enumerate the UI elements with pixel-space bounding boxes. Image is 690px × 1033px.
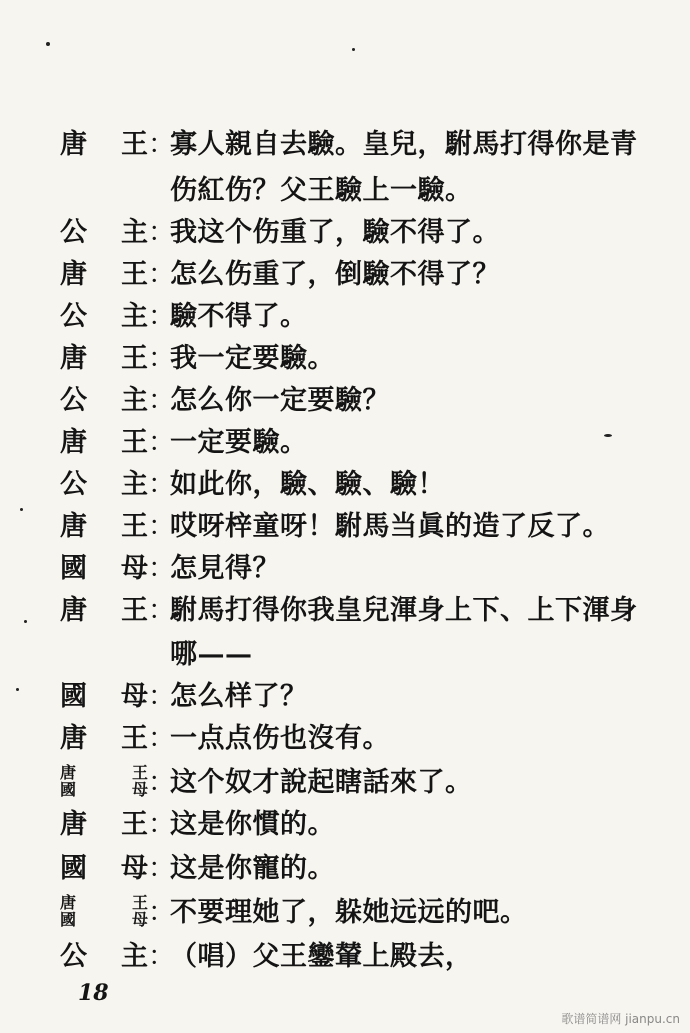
dialogue-line xyxy=(60,674,660,718)
speaker-name xyxy=(60,852,148,884)
speaker-char: 公 xyxy=(60,384,87,416)
speaker-char: 主 xyxy=(121,216,148,248)
dialogue-text: 这是你寵的。 xyxy=(170,852,335,884)
dialogue-text: 一点点伤也沒有。 xyxy=(170,722,390,754)
speaker-char: 唐 xyxy=(60,342,87,374)
speaker-name xyxy=(60,722,148,754)
dialogue-text: 怎么样了？ xyxy=(170,680,308,712)
dialogue-text: 不要理她了，躲她远远的吧。 xyxy=(170,896,528,928)
speaker-char: 王 xyxy=(121,128,148,160)
dialogue-line xyxy=(60,890,660,934)
speaker-char: 唐 xyxy=(60,722,87,754)
ink-speck xyxy=(352,48,355,51)
speaker-colon: ： xyxy=(148,216,175,248)
speaker-char: 王 xyxy=(131,763,148,783)
dialogue-text: 伤紅伤？父王驗上一驗。 xyxy=(170,174,473,206)
dialogue-line xyxy=(60,504,660,548)
speaker-name xyxy=(60,808,148,840)
dialogue-text: 这个奴才說起瞎話來了。 xyxy=(170,766,473,798)
speaker-colon: ： xyxy=(148,680,175,712)
ink-speck xyxy=(16,688,19,691)
dialogue-text: （唱）父王鑾輦上殿去， xyxy=(170,940,473,972)
speaker-char: 主 xyxy=(121,384,148,416)
speaker-char: 公 xyxy=(60,468,87,500)
speaker-char: 唐 xyxy=(60,763,77,783)
speaker-name xyxy=(60,552,148,584)
speaker-char: 國 xyxy=(60,910,77,929)
dialogue-text: 駙馬打得你我皇兒渾身上下、上下渾身 xyxy=(170,594,638,626)
dialogue-text: 怎見得？ xyxy=(170,552,280,584)
speaker-name xyxy=(60,468,148,500)
speaker-colon: ： xyxy=(148,128,175,160)
speaker-char: 母 xyxy=(131,780,148,799)
speaker-char: 唐 xyxy=(60,510,87,542)
dialogue-line xyxy=(60,760,660,804)
dialogue-line xyxy=(60,546,660,590)
speaker-colon: ： xyxy=(148,940,175,972)
speaker-colon: ： xyxy=(148,468,175,500)
speaker-char: 唐 xyxy=(60,128,87,160)
speaker-char: 王 xyxy=(121,594,148,626)
speaker-char: 王 xyxy=(121,258,148,290)
dialogue-line xyxy=(60,378,660,422)
speaker-colon: ： xyxy=(148,896,175,928)
dialogue-line xyxy=(60,210,660,254)
speaker-name xyxy=(60,128,148,160)
speaker-pair xyxy=(60,765,148,799)
ink-speck xyxy=(24,620,27,623)
speaker-char: 主 xyxy=(121,468,148,500)
speaker-name xyxy=(60,510,148,542)
speaker-char: 王 xyxy=(121,808,148,840)
speaker-char: 母 xyxy=(121,552,148,584)
speaker-char: 主 xyxy=(121,940,148,972)
speaker-char: 王 xyxy=(121,510,148,542)
dialogue-text: 一定要驗。 xyxy=(170,426,308,458)
speaker-colon: ： xyxy=(148,722,175,754)
speaker-char: 王 xyxy=(131,893,148,913)
speaker-colon: ： xyxy=(148,510,175,542)
dialogue-text: 怎么伤重了，倒驗不得了？ xyxy=(170,258,500,290)
speaker-char: 公 xyxy=(60,940,87,972)
speaker-name xyxy=(60,426,148,458)
dialogue-line xyxy=(60,252,660,296)
speaker-char: 公 xyxy=(60,300,87,332)
speaker-pair xyxy=(60,895,148,929)
dialogue-line xyxy=(60,846,660,890)
speaker-char: 唐 xyxy=(60,426,87,458)
dialogue-text: 如此你，驗、驗、驗！ xyxy=(170,468,445,500)
dialogue-text: 我一定要驗。 xyxy=(170,342,335,374)
speaker-colon: ： xyxy=(148,426,175,458)
speaker-char: 唐 xyxy=(60,258,87,290)
speaker-char: 主 xyxy=(121,300,148,332)
speaker-char: 母 xyxy=(121,680,148,712)
speaker-name xyxy=(60,594,148,626)
speaker-char: 國 xyxy=(60,680,87,712)
speaker-name xyxy=(60,384,148,416)
speaker-char: 王 xyxy=(121,342,148,374)
speaker-column xyxy=(60,895,76,929)
speaker-column xyxy=(60,765,76,799)
speaker-name xyxy=(60,300,148,332)
dialogue-text: 这是你慣的。 xyxy=(170,808,335,840)
speaker-name xyxy=(60,216,148,248)
dialogue-text: 寡人親自去驗。皇兒，駙馬打得你是青 xyxy=(170,128,638,160)
speaker-column xyxy=(132,895,148,929)
speaker-colon: ： xyxy=(148,384,175,416)
dialogue-text: 哪—— xyxy=(170,638,253,670)
speaker-colon: ： xyxy=(148,766,175,798)
speaker-colon: ： xyxy=(148,258,175,290)
dialogue-line xyxy=(60,336,660,380)
speaker-name xyxy=(60,680,148,712)
speaker-char: 國 xyxy=(60,780,77,799)
dialogue-text: 怎么你一定要驗？ xyxy=(170,384,390,416)
speaker-name xyxy=(60,342,148,374)
speaker-char: 國 xyxy=(60,552,87,584)
speaker-colon: ： xyxy=(148,300,175,332)
dialogue-line xyxy=(60,588,660,632)
speaker-char: 王 xyxy=(121,722,148,754)
speaker-char: 唐 xyxy=(60,893,77,913)
speaker-char: 公 xyxy=(60,216,87,248)
dialogue-text: 哎呀梓童呀！駙馬当眞的造了反了。 xyxy=(170,510,610,542)
speaker-colon: ： xyxy=(148,594,175,626)
dialogue-text: 我这个伤重了，驗不得了。 xyxy=(170,216,500,248)
dialogue-line xyxy=(60,462,660,506)
speaker-char: 唐 xyxy=(60,594,87,626)
continuation-line xyxy=(170,632,690,676)
speaker-char: 國 xyxy=(60,852,87,884)
speaker-char: 唐 xyxy=(60,808,87,840)
speaker-colon: ： xyxy=(148,342,175,374)
dialogue-line xyxy=(60,802,660,846)
continuation-line xyxy=(170,168,690,212)
speaker-colon: ： xyxy=(148,852,175,884)
dialogue-line xyxy=(60,294,660,338)
speaker-name xyxy=(60,940,148,972)
dialogue-line xyxy=(60,122,660,166)
speaker-char: 王 xyxy=(121,426,148,458)
speaker-colon: ： xyxy=(148,808,175,840)
page-number: 18 xyxy=(78,980,109,1006)
ink-speck xyxy=(46,42,50,46)
dialogue-line xyxy=(60,934,660,978)
dialogue-line xyxy=(60,420,660,464)
speaker-name xyxy=(60,258,148,290)
speaker-char: 母 xyxy=(121,852,148,884)
speaker-char: 母 xyxy=(131,910,148,929)
watermark: 歌谱简谱网 jianpu.cn xyxy=(561,1012,680,1026)
speaker-colon: ： xyxy=(148,552,175,584)
ink-speck xyxy=(20,508,23,511)
dialogue-text: 驗不得了。 xyxy=(170,300,308,332)
speaker-column xyxy=(132,765,148,799)
dialogue-line xyxy=(60,716,660,760)
